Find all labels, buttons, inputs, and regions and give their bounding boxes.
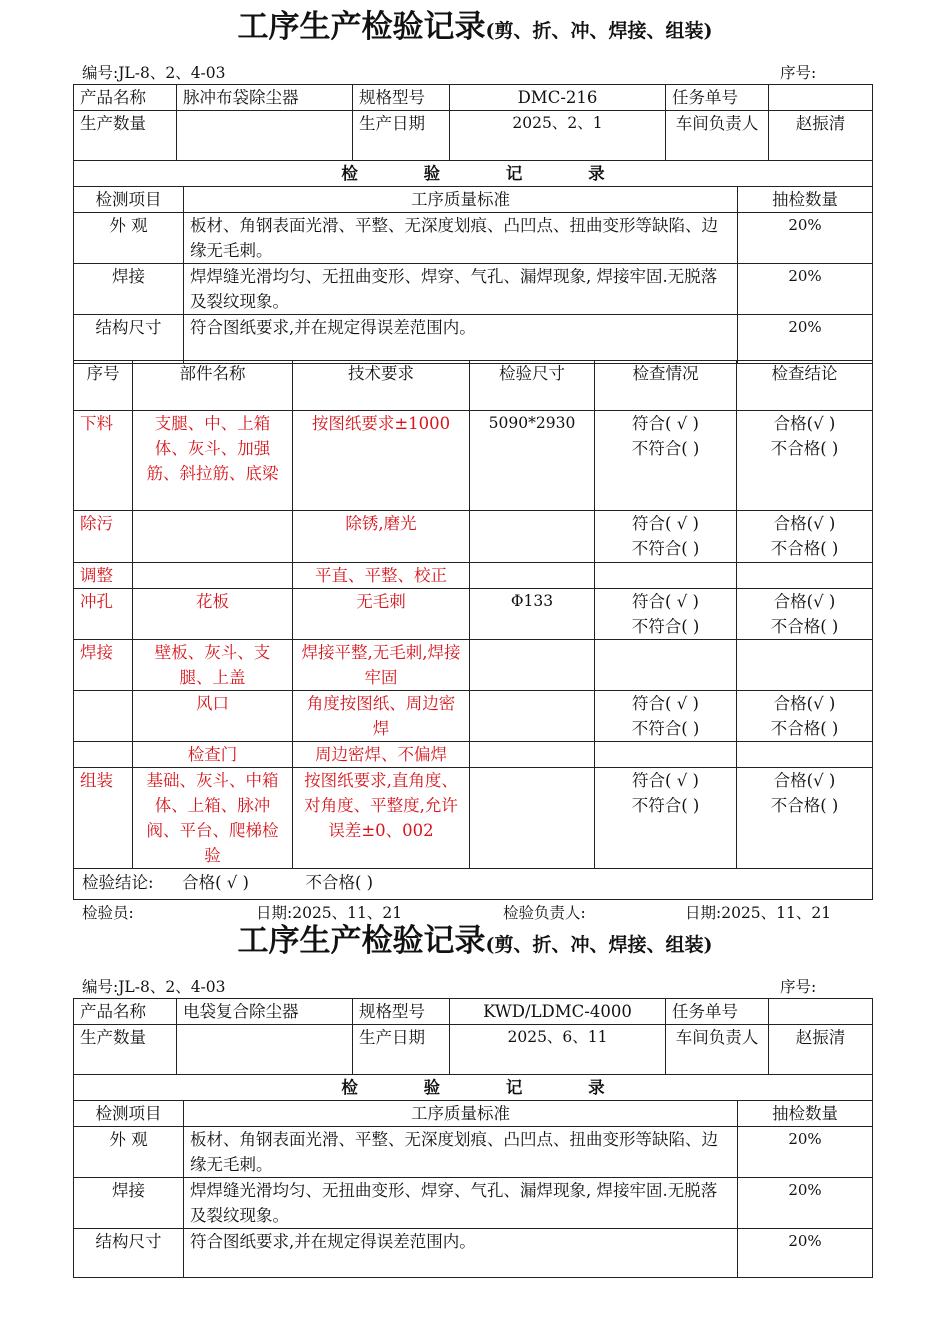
conclusion-pass: 合格( √ ) [182, 873, 249, 892]
table-row: 风口 角度按图纸、周边密焊 符合( √ ) 不符合( ) 合格(√ ) 不合格( ) [74, 691, 873, 742]
task-value [769, 999, 873, 1025]
std-header-standard: 工序质量标准 [184, 187, 738, 213]
section-title: 检 验 记 录 [74, 161, 873, 187]
date-value: 2025、6、11 [450, 1025, 666, 1075]
std-header-item: 检测项目 [74, 187, 184, 213]
date-label: 生产日期 [353, 111, 450, 161]
qty-label: 生产数量 [74, 111, 177, 161]
std-header-ratio: 抽检数量 [738, 1101, 873, 1127]
product-name-label: 产品名称 [74, 85, 177, 111]
table-row: 冲孔 花板 无毛刺 Φ133 符合( √ ) 不符合( ) 合格(√ ) 不合格( ) [74, 589, 873, 640]
conclusion-label: 检验结论: [82, 873, 154, 892]
table-row: 外 观 板材、角钢表面光滑、平整、无深度划痕、凸凹点、扭曲变形等缺陷、边缘无毛刺。 20% [74, 213, 873, 264]
standards-table [73, 160, 873, 364]
conclusion-fail: 不合格( ) [305, 873, 374, 892]
conclusion-row [74, 869, 873, 900]
responsible-date: 日期:2025、11、21 [685, 904, 832, 922]
table-row: 外 观 板材、角钢表面光滑、平整、无深度划痕、凸凹点、扭曲变形等缺陷、边缘无毛刺。 20% [74, 1127, 873, 1178]
qty-value [177, 111, 353, 161]
date-value: 2025、2、1 [450, 111, 666, 161]
serial-label: 序号: [780, 64, 817, 82]
table-row: 结构尺寸 符合图纸要求,并在规定得误差范围内。 20% [74, 1229, 873, 1278]
responsible-label: 检验负责人: [503, 904, 586, 922]
form-title: 工序生产检验记录(剪、折、冲、焊接、组装) [237, 9, 713, 45]
inspection-form-2 [0, 914, 950, 1344]
product-name-value: 脉冲布袋除尘器 [177, 85, 353, 111]
workshop-head: 赵振清 [769, 111, 873, 161]
table-row: 结构尺寸 符合图纸要求,并在规定得误差范围内。 20% [74, 315, 873, 364]
workshop-head: 赵振清 [769, 1025, 873, 1075]
spec-value: KWD/LDMC-4000 [450, 999, 666, 1025]
product-info-table [73, 998, 873, 1075]
inspector-label: 检验员: [82, 904, 134, 922]
form-code: 编号:JL-8、2、4-03 [82, 64, 226, 82]
std-header-ratio: 抽检数量 [738, 187, 873, 213]
date-label: 生产日期 [353, 1025, 450, 1075]
table-row: 调整 平直、平整、校正 [74, 563, 873, 589]
qty-value [177, 1025, 353, 1075]
section-title: 检 验 记 录 [74, 1075, 873, 1101]
product-name-value: 电袋复合除尘器 [177, 999, 353, 1025]
workshop-label: 车间负责人 [666, 111, 769, 161]
table-row: 组装 基础、灰斗、中箱体、上箱、脉冲阀、平台、爬梯检验 按图纸要求,直角度、对角度、平整度,允许误差±0、002 符合( √ ) 不符合( ) 合格(√ ) 不合格( ) [74, 768, 873, 869]
form-code: 编号:JL-8、2、4-03 [82, 978, 226, 996]
details-table: 序号 部件名称 技术要求 检验尺寸 检查情况 检查结论 下料 支腿、中、上箱体、灰斗、加强筋、斜拉筋、底梁 按图纸要求±1000 5090*2930 符合( √ ) 不符合( ) 合格(√ ) 不合格( ) 除污 除锈,磨光 符合( √ ) 不符合( ) 合格(√ ) 不合格( ) 调整 平直、平整、校正 冲孔 花板 无毛刺 Φ133 符合( √ ) 不符合( ) 合格(√ ) 不合格( ) 焊接 壁板、灰斗、支腿、上盖 焊接平整,无毛刺,焊接牢固 风口 角度按图纸、周边密焊 符合( √ ) 不符合( ) 合格(√ ) 不合格( ) 检查门 周边密焊、不偏焊 组装 基础、灰斗、中箱体、上箱、脉冲阀、平台、爬梯检验 按图纸要求,直角度、对角度、平整度,允许误差±0、002 符合( √ ) 不符合( ) 合格(√ ) 不合格( ) 检验结论: 合格( √ ) 不合格( ) [73, 360, 873, 900]
qty-label: 生产数量 [74, 1025, 177, 1075]
form-title: 工序生产检验记录(剪、折、冲、焊接、组装) [237, 923, 713, 959]
table-row: 除污 除锈,磨光 符合( √ ) 不符合( ) 合格(√ ) 不合格( ) [74, 511, 873, 563]
spec-value: DMC-216 [450, 85, 666, 111]
task-value [769, 85, 873, 111]
task-label: 任务单号 [666, 85, 769, 111]
std-header-item: 检测项目 [74, 1101, 184, 1127]
spec-label: 规格型号 [353, 999, 450, 1025]
std-header-standard: 工序质量标准 [184, 1101, 738, 1127]
table-row: 检查门 周边密焊、不偏焊 [74, 742, 873, 768]
table-row: 焊接 壁板、灰斗、支腿、上盖 焊接平整,无毛刺,焊接牢固 [74, 640, 873, 691]
product-name-label: 产品名称 [74, 999, 177, 1025]
serial-label: 序号: [780, 978, 817, 996]
inspect-date: 日期:2025、11、21 [256, 904, 403, 922]
standards-table [73, 1074, 873, 1278]
table-row: 焊接 焊焊缝光滑均匀、无扭曲变形、焊穿、气孔、漏焊现象, 焊接牢固.无脱落及裂纹现象。 20% [74, 1178, 873, 1229]
product-info-table [73, 84, 873, 161]
table-row: 焊接 焊焊缝光滑均匀、无扭曲变形、焊穿、气孔、漏焊现象, 焊接牢固.无脱落及裂纹现象。 20% [74, 264, 873, 315]
task-label: 任务单号 [666, 999, 769, 1025]
table-row: 下料 支腿、中、上箱体、灰斗、加强筋、斜拉筋、底梁 按图纸要求±1000 5090*2930 符合( √ ) 不符合( ) 合格(√ ) 不合格( ) [74, 411, 873, 511]
spec-label: 规格型号 [353, 85, 450, 111]
workshop-label: 车间负责人 [666, 1025, 769, 1075]
